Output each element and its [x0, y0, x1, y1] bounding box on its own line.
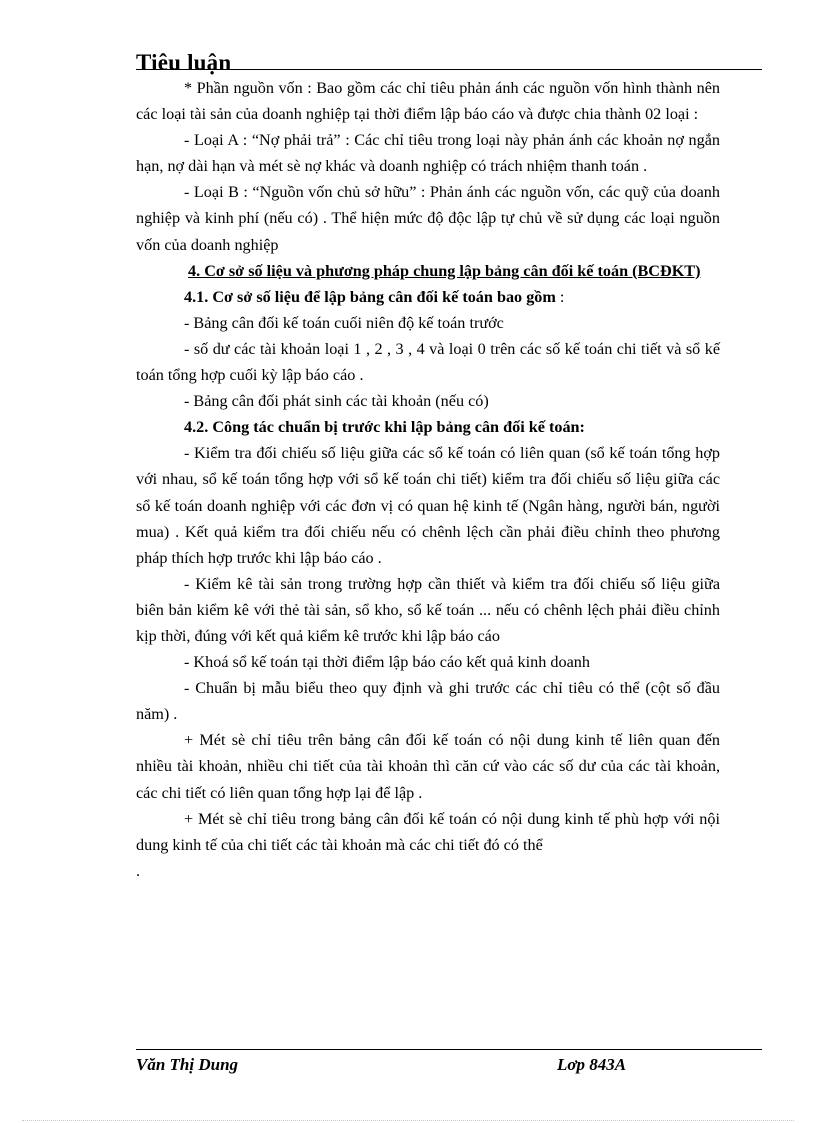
paragraph: - số dư các tài khoản loại 1 , 2 , 3 , 4 và loại 0 trên các số kế toán chi tiết và sổ kế toán tổng hợp cuối kỳ lập báo cáo .: [136, 339, 720, 385]
subsection-heading-text: 4.1. Cơ sở số liệu để lập bảng cân đối kế toán bao gồm: [184, 287, 556, 306]
footer-author: Văn Thị Dung: [136, 1055, 239, 1074]
document-body: [136, 75, 720, 884]
paragraph: - Kiểm kê tài sản trong trường hợp cần thiết và kiểm tra đối chiếu số liệu giữa biên bản kiểm kê với thẻ tài sản, sổ kho, sổ kế toán ... nếu có chênh lệch phải điều chỉnh kịp thời, đúng với kết quả kiểm kê trước khi lập báo cáo: [136, 574, 720, 645]
paragraph: + Mét sè chỉ tiêu trên bảng cân đối kế toán có nội dung kinh tế liên quan đến nhiều tài khoản, nhiều chi tiết của tài khoản thì căn cứ vào các số dư của các tài khoản, các chi tiết có liên quan tổng hợp lại để lập .: [136, 731, 720, 802]
footer-divider: [136, 1049, 762, 1050]
paragraph: - Bảng cân đối kế toán cuối niên độ kế toán trước: [184, 313, 504, 332]
page-title: Tiêu luận: [136, 50, 232, 75]
section-heading: 4. Cơ sở số liệu và phương pháp chung lập bảng cân đối kế toán (BCĐKT): [188, 261, 701, 280]
header-divider: [136, 69, 762, 70]
paragraph: * Phần nguồn vốn : Bao gồm các chỉ tiêu phản ánh các nguồn vốn hình thành nên các loại tài sản của doanh nghiệp tại thời điểm lập báo cáo và được chia thành 02 loại :: [136, 79, 720, 124]
paragraph: - Loại B : “Nguồn vốn chủ sở hữu” : Phản ánh các nguồn vốn, các quỹ của doanh nghiệp và kinh phí (nếu có) . Thể hiện mức độ độc lập tự chủ về sử dụng các loại nguồn vốn của doanh nghiệp: [136, 183, 720, 254]
subsection-heading: 4.2. Công tác chuẩn bị trước khi lập bảng cân đối kế toán:: [184, 418, 585, 437]
page-edge: [22, 1120, 794, 1121]
subsection-heading: [136, 284, 720, 310]
paragraph: - Loại A : “Nợ phải trả” : Các chỉ tiêu trong loại này phản ánh các khoản nợ ngắn hạn, nợ dài hạn và mét sè nợ khác và doanh nghiệp có trách nhiệm thanh toán .: [136, 131, 720, 176]
paragraph: - Chuẩn bị mẫu biểu theo quy định và ghi trước các chỉ tiêu có thể (cột số đầu năm) .: [136, 679, 720, 724]
footer-class: Lơp 843A: [557, 1055, 627, 1074]
subsection-heading-tail: :: [555, 287, 565, 306]
paragraph: - Khoá sổ kế toán tại thời điểm lập báo cáo kết quả kinh doanh: [184, 653, 590, 672]
paragraph: - Kiểm tra đối chiếu số liệu giữa các sổ kế toán có liên quan (sổ kế toán tổng hợp với nhau, sổ kế toán tổng hợp với sổ kế toán chi tiết) kiểm tra đối chiếu số liệu giữa các sổ kế toán doanh nghiệp với các đơn vị có quan hệ kinh tế (Ngân hàng, người bán, người mua) . Kết quả kiểm tra đối chiếu nếu có chênh lệch cần phải điều chỉnh theo phương pháp thích hợp trước khi lập báo cáo .: [136, 444, 720, 567]
paragraph: + Mét sè chỉ tiêu trong bảng cân đối kế toán có nội dung kinh tế phù hợp với nội dung kinh tế của chi tiết các tài khoản mà các chi tiết đó có thể: [136, 809, 720, 854]
paragraph: - Bảng cân đối phát sinh các tài khoản (nếu có): [184, 392, 489, 411]
paragraph: .: [136, 861, 141, 880]
